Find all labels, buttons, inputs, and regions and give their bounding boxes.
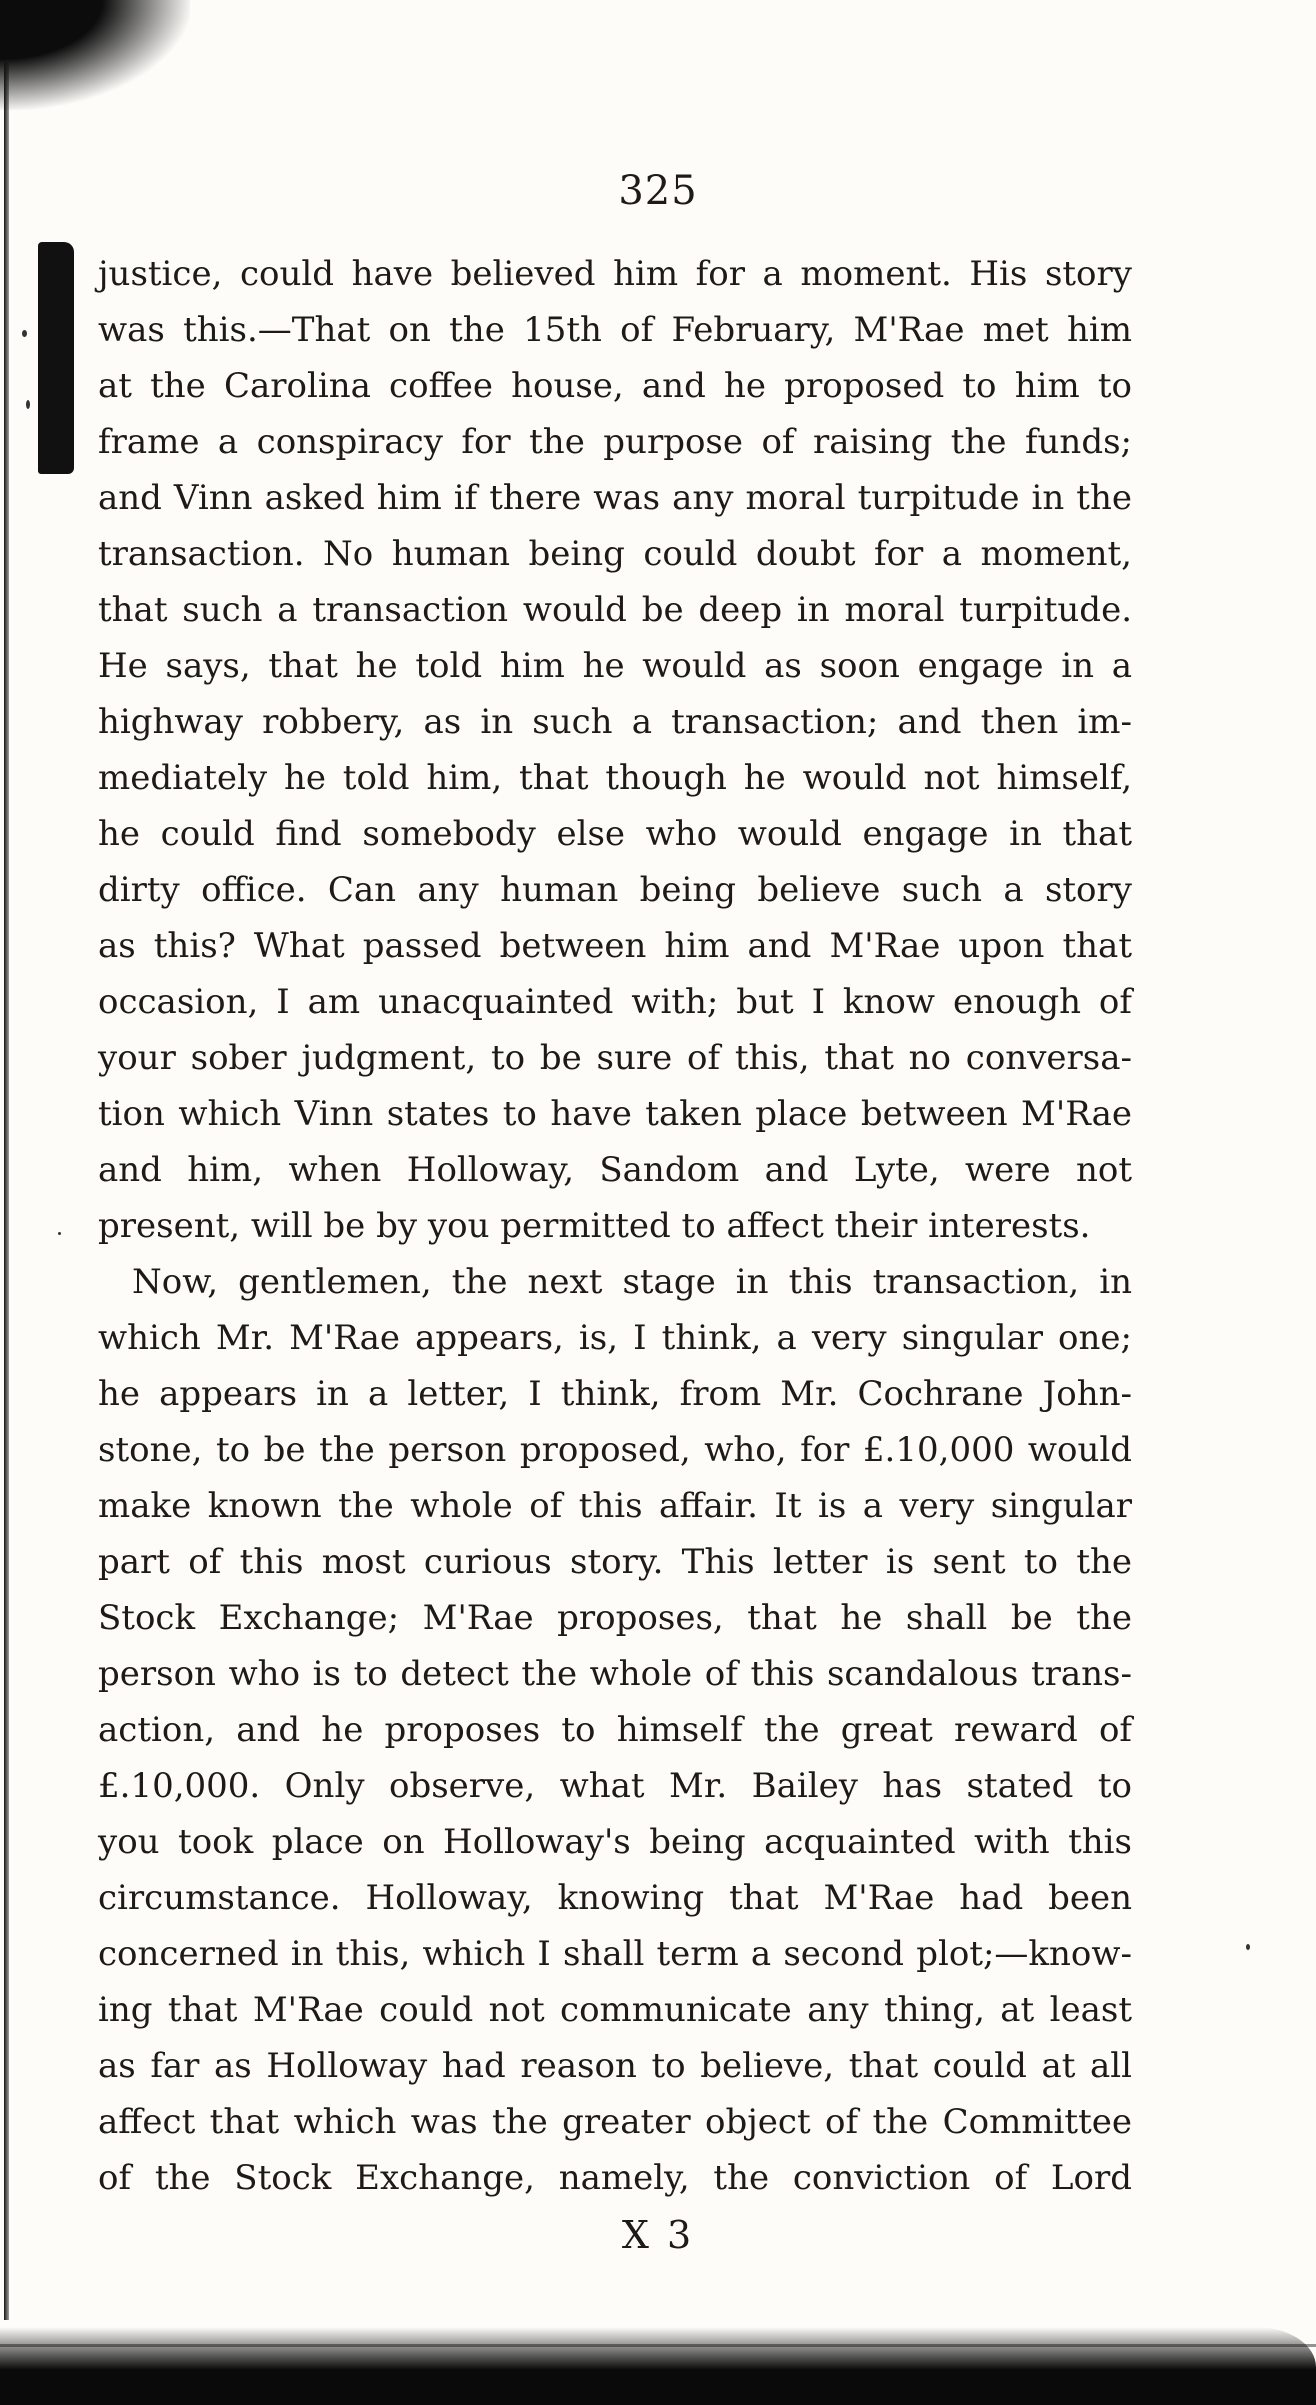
text-line: ing that M'Rae could not communicate any thing, at least bbox=[98, 1990, 1132, 2030]
text-line: person who is to detect the whole of this scandalous trans- bbox=[98, 1654, 1132, 1694]
text-line: circumstance. Holloway, knowing that M'Rae had been bbox=[98, 1878, 1132, 1918]
text-line: he appears in a letter, I think, from Mr. Cochrane John- bbox=[98, 1374, 1132, 1414]
text-line: dirty office. Can any human being believe such a story bbox=[98, 870, 1132, 910]
ink-blot bbox=[38, 242, 74, 474]
text-line: part of this most curious story. This letter is sent to the bbox=[98, 1542, 1132, 1582]
paragraph-start-line: Now, gentlemen, the next stage in this transaction, in bbox=[132, 1262, 1132, 1302]
page-number: 325 bbox=[618, 168, 698, 214]
scan-bottom-shadow bbox=[0, 2327, 1316, 2405]
text-line: transaction. No human being could doubt for a moment, bbox=[98, 534, 1132, 574]
text-line: He says, that he told him he would as soon engage in a bbox=[98, 646, 1132, 686]
text-line: and him, when Holloway, Sandom and Lyte, were not bbox=[98, 1150, 1132, 1190]
ink-speck bbox=[1246, 1944, 1250, 1950]
scan-corner-shadow bbox=[0, 0, 190, 110]
text-line: present, will be by you permitted to affect their interests. bbox=[98, 1206, 1091, 1246]
text-line: as this? What passed between him and M'Rae upon that bbox=[98, 926, 1132, 966]
text-line: you took place on Holloway's being acquainted with this bbox=[98, 1822, 1132, 1862]
text-line: which Mr. M'Rae appears, is, I think, a very singular one; bbox=[98, 1318, 1132, 1358]
text-line: and Vinn asked him if there was any moral turpitude in the bbox=[98, 478, 1132, 518]
text-line: tion which Vinn states to have taken place between M'Rae bbox=[98, 1094, 1132, 1134]
ink-speck bbox=[22, 330, 27, 337]
text-line: your sober judgment, to be sure of this, that no conversa- bbox=[98, 1038, 1132, 1078]
text-line: that such a transaction would be deep in moral turpitude. bbox=[98, 590, 1132, 630]
text-line: action, and he proposes to himself the great reward of bbox=[98, 1710, 1132, 1750]
text-line: frame a conspiracy for the purpose of raising the funds; bbox=[98, 422, 1132, 462]
text-line: as far as Holloway had reason to believe, that could at all bbox=[98, 2046, 1132, 2086]
text-line: was this.—That on the 15th of February, M'Rae met him bbox=[98, 310, 1132, 350]
page-binding-edge bbox=[4, 60, 9, 2320]
text-line: of the Stock Exchange, namely, the conviction of Lord bbox=[98, 2158, 1132, 2198]
text-line: affect that which was the greater object of the Committee bbox=[98, 2102, 1132, 2142]
text-line: at the Carolina coffee house, and he proposed to him to bbox=[98, 366, 1132, 406]
text-line: highway robbery, as in such a transaction; and then im- bbox=[98, 702, 1132, 742]
text-line: make known the whole of this affair. It is a very singular bbox=[98, 1486, 1132, 1526]
text-line: Stock Exchange; M'Rae proposes, that he shall be the bbox=[98, 1598, 1132, 1638]
text-line: £.10,000. Only observe, what Mr. Bailey has stated to bbox=[98, 1766, 1132, 1806]
ink-speck bbox=[26, 400, 30, 409]
text-line: concerned in this, which I shall term a second plot;—know- bbox=[98, 1934, 1132, 1974]
signature-mark: X 3 bbox=[621, 2213, 695, 2257]
text-line: he could find somebody else who would engage in that bbox=[98, 814, 1132, 854]
text-line: justice, could have believed him for a moment. His story bbox=[98, 254, 1132, 294]
ink-speck bbox=[58, 1232, 61, 1235]
text-line: mediately he told him, that though he would not himself, bbox=[98, 758, 1132, 798]
body-text bbox=[98, 246, 1132, 2206]
text-line: occasion, I am unacquainted with; but I know enough of bbox=[98, 982, 1132, 1022]
text-line: stone, to be the person proposed, who, for £.10,000 would bbox=[98, 1430, 1132, 1470]
